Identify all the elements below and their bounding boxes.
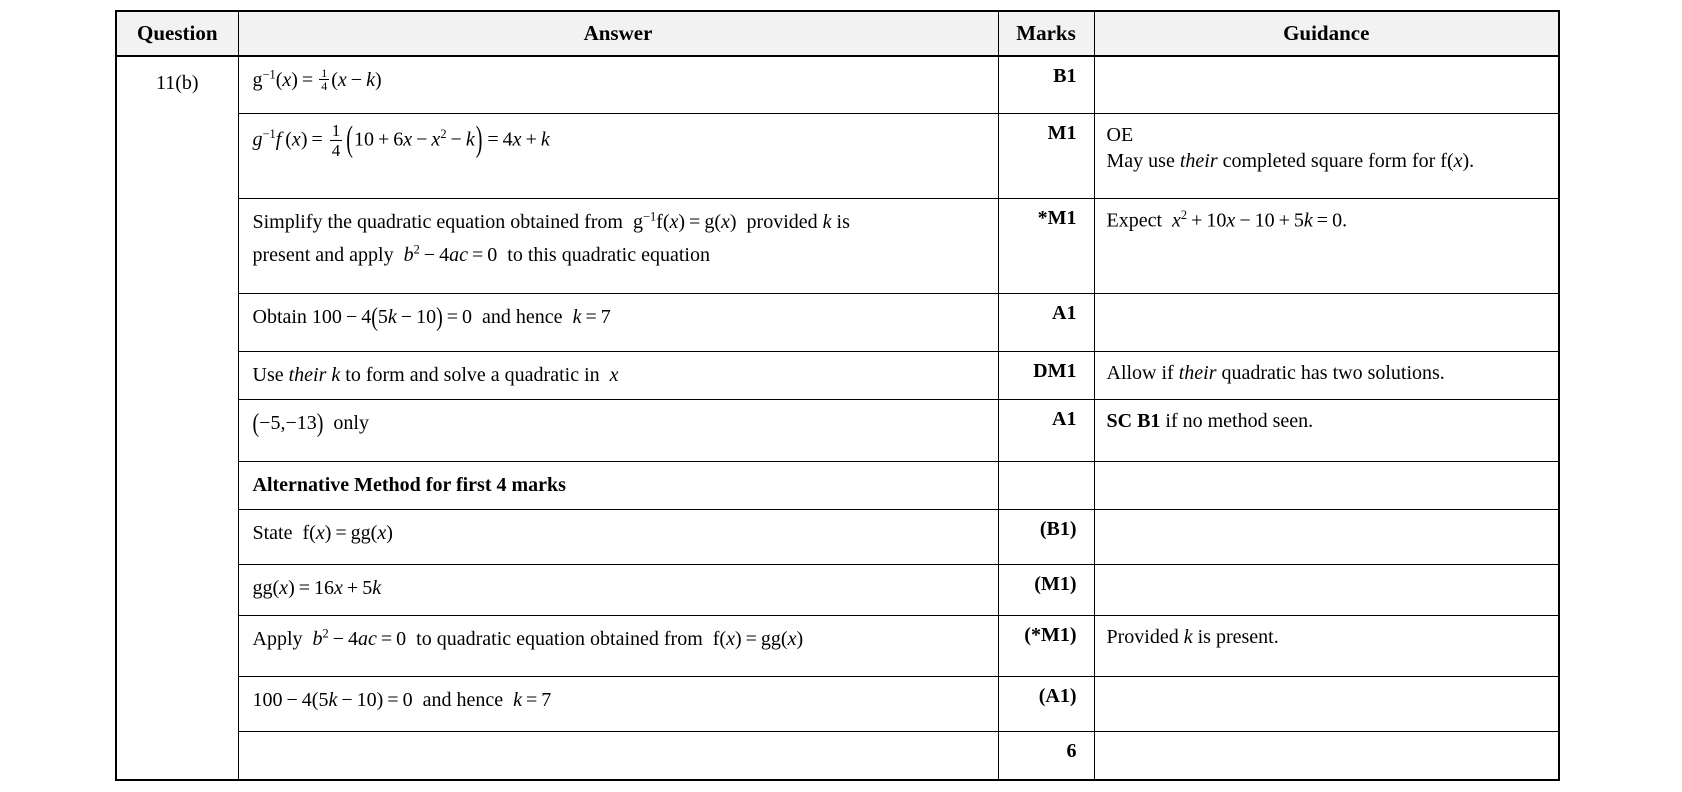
- answer-cell: $g^{-1}(x)$ = $\frac{1}{4}$ (x − k): [238, 56, 998, 113]
- marks-cell: A1: [998, 293, 1094, 351]
- table-row: [116, 564, 1559, 615]
- question-number-cell: 11(b): [116, 56, 238, 780]
- table-row: [116, 351, 1559, 399]
- guidance-cell: OE May use their completed square form for f(x).: [1094, 113, 1559, 198]
- marks-cell: DM1: [998, 351, 1094, 399]
- marks-column-header: Marks: [998, 11, 1094, 56]
- guidance-cell: [1094, 461, 1559, 509]
- marks-cell: *M1: [998, 198, 1094, 293]
- guidance-cell: SC B1 if no method seen.: [1094, 399, 1559, 461]
- marks-cell: M1: [998, 113, 1094, 198]
- marks-cell: (B1): [998, 509, 1094, 564]
- answer-cell: Use their k to form and solve a quadratic in x: [238, 351, 998, 399]
- guidance-column-header: Guidance: [1094, 11, 1559, 56]
- table-row: [116, 293, 1559, 351]
- guidance-cell: Expect $x^2 + 10x - 10 + 5k = 0$.: [1094, 198, 1559, 293]
- total-row: [116, 731, 1559, 780]
- question-column-header: Question: [116, 11, 238, 56]
- header-row: [116, 11, 1559, 56]
- answer-cell: Apply $b^2 - 4ac = 0$ to quadratic equation obtained from f(x) = gg(x): [238, 615, 998, 676]
- marks-cell: (A1): [998, 676, 1094, 731]
- table-row: [116, 198, 1559, 293]
- answer-column-header: Answer: [238, 11, 998, 56]
- table-row: [116, 676, 1559, 731]
- answer-cell: State f(x) = gg(x): [238, 509, 998, 564]
- marks-cell: [998, 461, 1094, 509]
- table-row: [116, 509, 1559, 564]
- answer-cell: (−5,−13) only: [238, 399, 998, 461]
- guidance-cell: [1094, 293, 1559, 351]
- table-row: [116, 615, 1559, 676]
- answer-cell: [238, 731, 998, 780]
- answer-cell: $g^{-1}f$ (x) = $\frac{1}{4}$ $(10 + 6x - x^2 - k) = 4x + k$: [238, 113, 998, 198]
- table-row: [116, 461, 1559, 509]
- total-marks-cell: 6: [998, 731, 1094, 780]
- marks-cell: A1: [998, 399, 1094, 461]
- guidance-cell: Allow if their quadratic has two solutions.: [1094, 351, 1559, 399]
- guidance-cell: [1094, 509, 1559, 564]
- answer-cell: 100 − 4(5k − 10) = 0 and hence k = 7: [238, 676, 998, 731]
- guidance-cell: [1094, 564, 1559, 615]
- marks-cell: (*M1): [998, 615, 1094, 676]
- table-row: [116, 56, 1559, 113]
- marks-cell: (M1): [998, 564, 1094, 615]
- answer-cell: Simplify the quadratic equation obtained from $g^{-1}f(x) = g(x)$ provided k is present and apply $b^2 - 4ac = 0$ to this quadratic equation: [238, 198, 998, 293]
- alternative-method-heading-cell: Alternative Method for first 4 marks: [238, 461, 998, 509]
- guidance-cell: [1094, 731, 1559, 780]
- table-row: [116, 113, 1559, 198]
- table-row: [116, 399, 1559, 461]
- mark-scheme-table: [115, 10, 1560, 781]
- answer-cell: Obtain 100 − 4(5k − 10) = 0 and hence k = 7: [238, 293, 998, 351]
- marks-cell: B1: [998, 56, 1094, 113]
- answer-cell: gg(x) = 16x + 5k: [238, 564, 998, 615]
- guidance-cell: [1094, 676, 1559, 731]
- guidance-cell: Provided k is present.: [1094, 615, 1559, 676]
- guidance-cell: [1094, 56, 1559, 113]
